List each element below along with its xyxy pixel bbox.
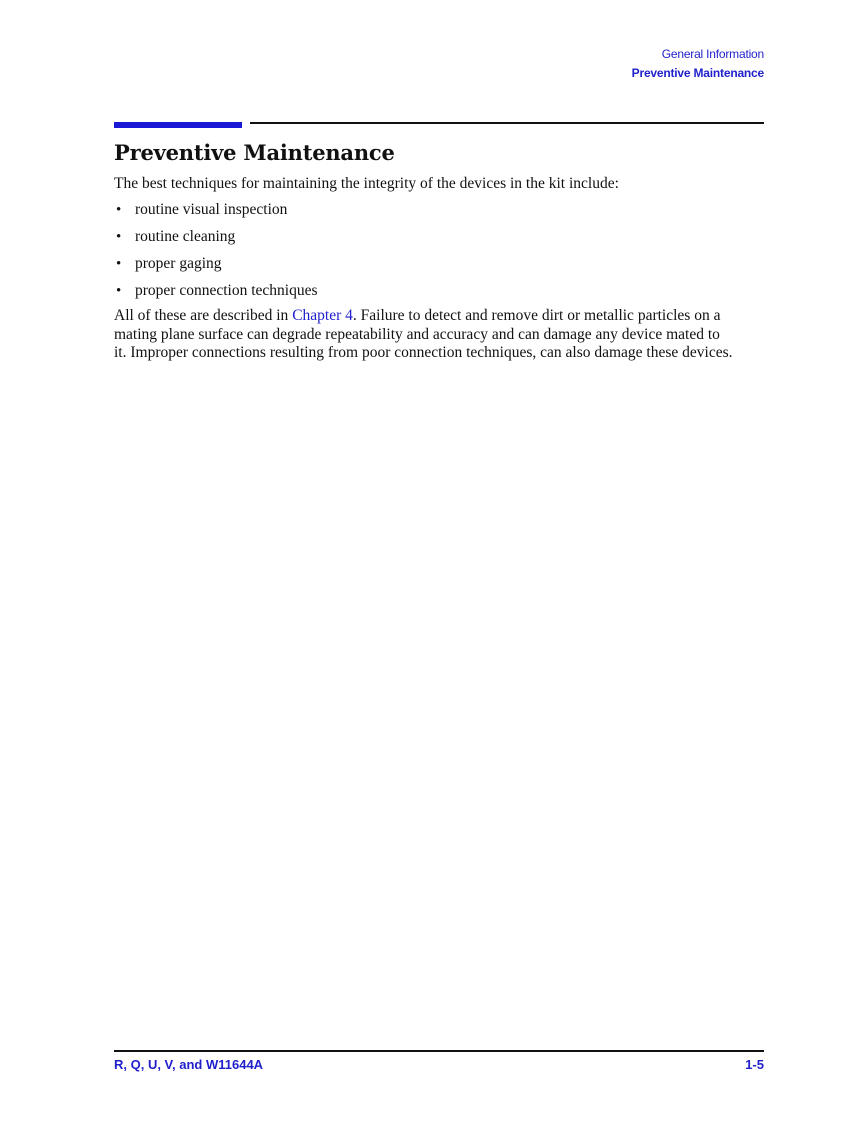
list-item <box>114 227 764 247</box>
bullet-icon: • <box>116 229 122 245</box>
technique-list <box>114 200 764 301</box>
list-item <box>114 200 764 220</box>
footer-page-number: 1-5 <box>745 1057 764 1072</box>
bullet-icon: • <box>116 283 122 299</box>
header-chapter: General Information <box>661 47 764 61</box>
list-item-text: proper connection techniques <box>135 282 318 299</box>
footer-product: R, Q, U, V, and W11644A <box>114 1057 264 1072</box>
list-item-text: routine cleaning <box>135 228 236 245</box>
body-paragraph <box>114 307 734 363</box>
bullet-icon: • <box>116 256 122 272</box>
header-section: Preventive Maintenance <box>631 66 764 80</box>
main-content <box>114 138 764 363</box>
list-item <box>114 281 764 301</box>
section-rule-accent <box>114 122 242 128</box>
page-title: Preventive Maintenance <box>114 140 395 165</box>
bullet-icon: • <box>116 202 122 218</box>
paragraph-text-start: All of these are described in <box>114 307 293 324</box>
running-header <box>632 45 764 83</box>
list-item-text: routine visual inspection <box>135 201 288 218</box>
intro-paragraph: The best techniques for maintaining the integrity of the devices in the kit include: <box>114 175 619 192</box>
paragraph-text-end: . Failure to detect and remove dirt or metallic particles on a mating plane surface can degrade repeatability and accuracy and can damage any device mated to it. Improper connections resulting from poor connection techniques, can also damage these devices. <box>114 307 733 361</box>
footer-rule <box>114 1050 764 1052</box>
list-item <box>114 254 764 274</box>
section-rule-line <box>250 122 764 124</box>
list-item-text: proper gaging <box>135 255 222 272</box>
chapter-4-link[interactable]: Chapter 4 <box>292 307 353 324</box>
